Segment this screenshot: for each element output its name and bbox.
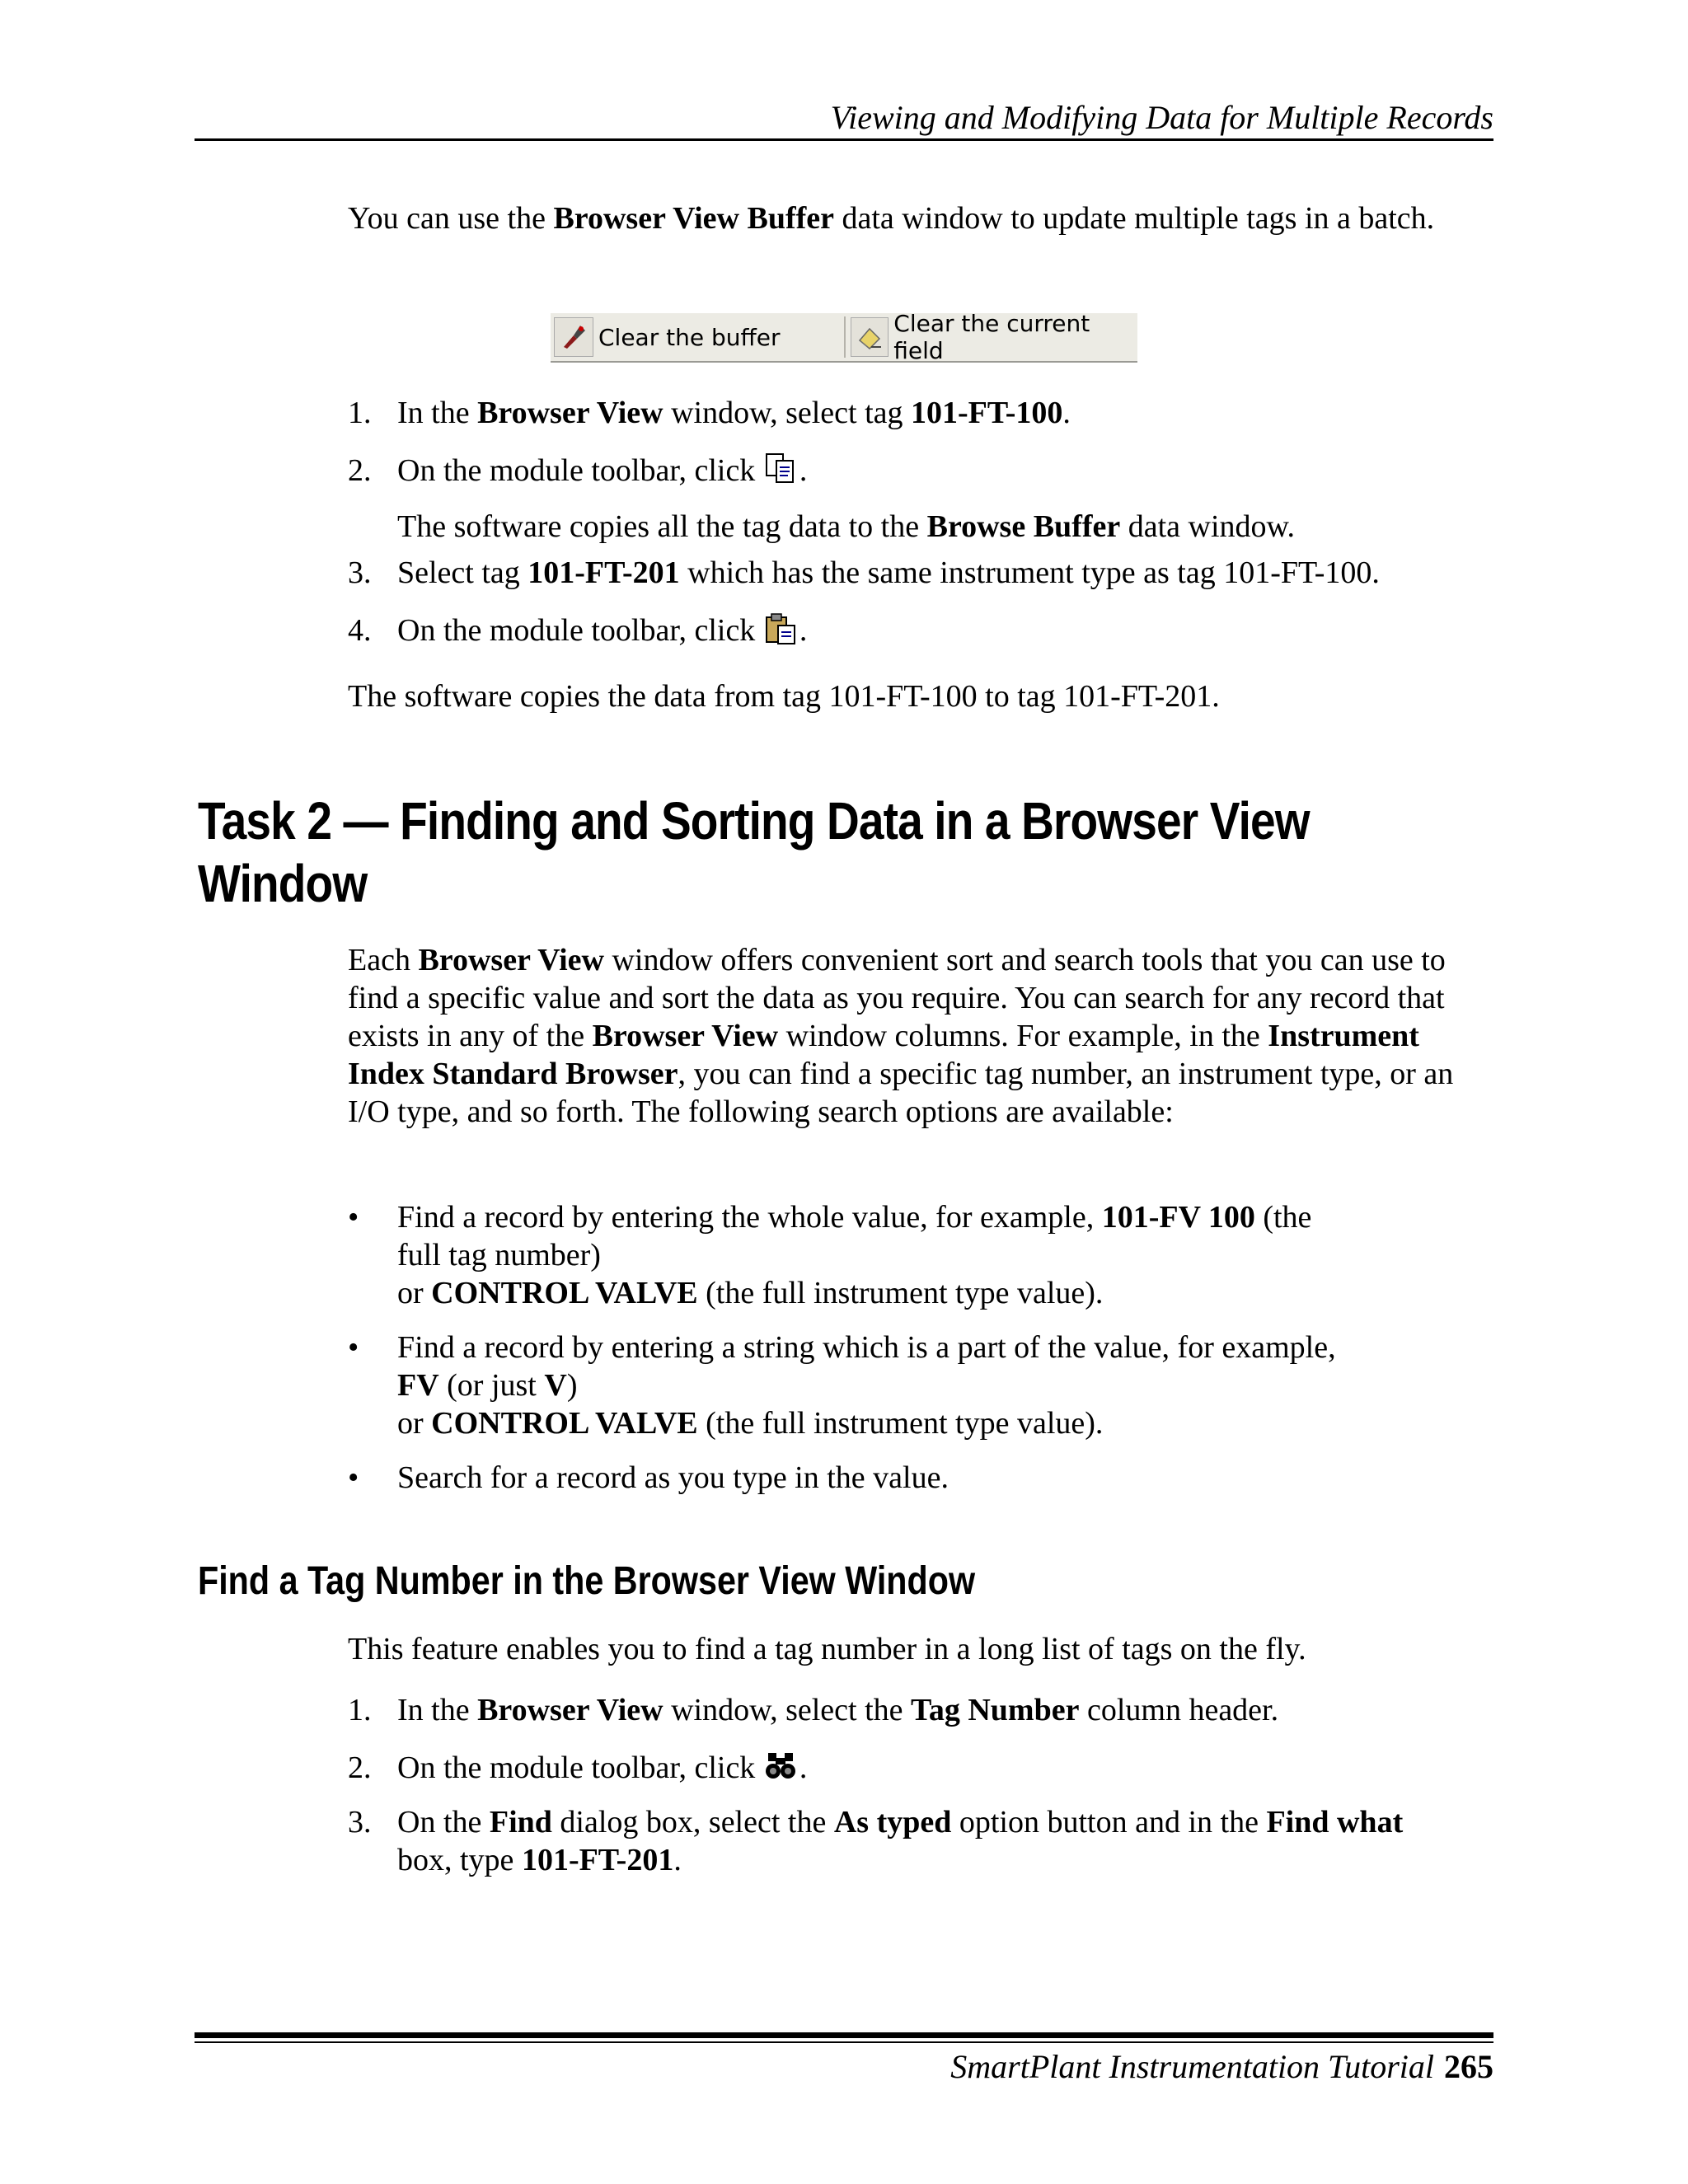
step-number: 2. <box>348 453 372 488</box>
result-paragraph: The software copies the data from tag 101-FT-100 to tag 101-FT-201. <box>348 679 1220 714</box>
step-number: 3. <box>348 1805 372 1840</box>
clear-current-field-label: Clear the current field <box>893 310 1090 364</box>
footer-doc-title: SmartPlant Instrumentation Tutorial <box>950 2048 1434 2085</box>
list-item: • Search for a record as you type in the value. <box>348 1460 949 1495</box>
list-item: • Find a record by entering the whole value, for example, 101-FV 100 (the full tag number) or CONTROL VALVE (the full instrument type value). <box>348 1200 1312 1310</box>
bold-term: Browser View Buffer <box>553 201 834 236</box>
list-item: 1. In the Browser View window, select tag 101-FT-100. <box>348 396 1071 430</box>
intro-paragraph: You can use the Browser View Buffer data window to update multiple tags in a batch. <box>348 201 1435 236</box>
list-item: 2. On the module toolbar, click . <box>348 1750 808 1785</box>
clear-buffer-icon <box>554 317 593 357</box>
clear-buffer-button[interactable] <box>554 313 781 361</box>
task2-paragraph: Each Browser View window offers convenient sort and search tools that you can use to find a specific value and sort the data as you require. You can search for any record that exists in any of the Browser View window columns. For example, in the Instrument Index Standard Browser, you can find a specific tag number, an instrument type, or an I/O type, and so forth. The following search options are available: <box>348 943 1454 1129</box>
step-note: The software copies all the tag data to the Browse Buffer data window. <box>397 509 1296 544</box>
steps-list-a <box>348 394 1469 649</box>
header-rule <box>195 138 1493 141</box>
find-intro: This feature enables you to find a tag number in a long list of tags on the fly. <box>348 1632 1306 1666</box>
copy-icon <box>763 452 799 485</box>
step-number: 1. <box>348 396 372 430</box>
bullet: • <box>348 1330 359 1365</box>
list-item: 3. On the Find dialog box, select the As typed option button and in the Find what box, type 101-FT-201. <box>348 1805 1404 1877</box>
clear-current-field-button[interactable] <box>851 310 1137 364</box>
step-number: 2. <box>348 1750 372 1785</box>
bullet: • <box>348 1460 359 1495</box>
list-item: 1. In the Browser View window, select the Tag Number column header. <box>348 1693 1279 1727</box>
binoculars-icon <box>763 1750 799 1783</box>
bullet: • <box>348 1200 359 1235</box>
clear-buffer-label: Clear the buffer <box>598 323 781 351</box>
page-footer <box>195 2046 1493 2088</box>
footer-rule-thin <box>195 2041 1493 2043</box>
list-item: 3. Select tag 101-FT-201 which has the same instrument type as tag 101-FT-100. <box>348 555 1380 590</box>
page-number: 265 <box>1444 2048 1493 2085</box>
step-number: 1. <box>348 1693 372 1727</box>
paste-icon <box>763 612 799 645</box>
search-options-list <box>348 1198 1485 1497</box>
buffer-toolbar <box>551 312 1137 363</box>
list-item: • Find a record by entering a string which is a part of the value, for example, FV (or just V) or CONTROL VALVE (the full instrument type value). <box>348 1330 1336 1441</box>
subsection-heading: Find a Tag Number in the Browser View Window <box>198 1559 976 1603</box>
running-header: Viewing and Modifying Data for Multiple Records <box>830 99 1493 136</box>
section-heading: Task 2 — Finding and Sorting Data in a Browser View Window <box>198 791 1310 913</box>
toolbar-separator <box>844 316 846 358</box>
step-number: 3. <box>348 555 372 590</box>
step-number: 4. <box>348 613 372 648</box>
list-item: 4. On the module toolbar, click . <box>348 613 808 648</box>
list-item: 2. On the module toolbar, click . <box>348 453 808 488</box>
steps-list-b <box>348 1691 1485 1879</box>
eraser-icon <box>851 317 889 357</box>
footer-rule-thick <box>195 2032 1493 2038</box>
